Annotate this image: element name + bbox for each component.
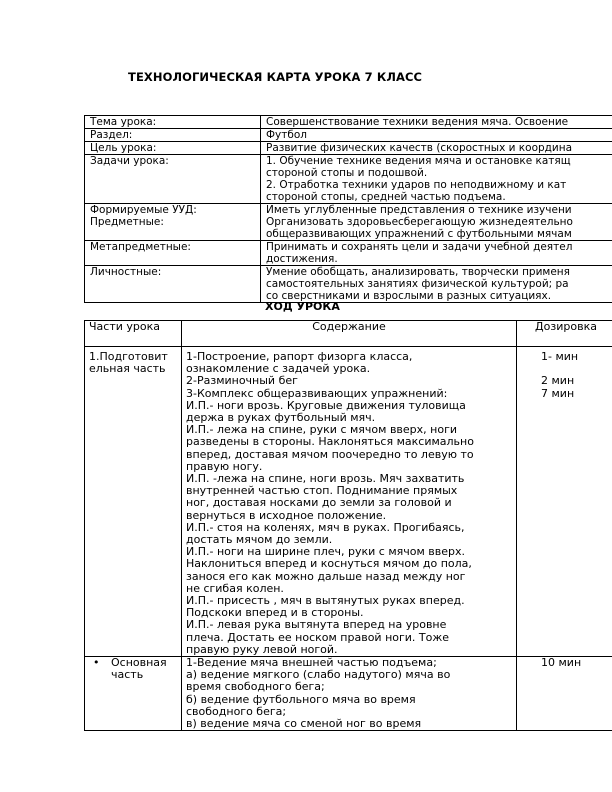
text-line: И.П.- ноги на ширине плеч, руки с мячом вверх. [186,545,466,559]
info-row [85,142,612,155]
text-line: разведены в стороны. Наклоняться максимально [186,435,474,449]
lesson-part-cell [85,657,182,731]
info-label: Личностные: [90,266,162,278]
info-label-cell [85,266,261,303]
info-value-cell [261,116,612,129]
text-line: свободного бега; [186,704,287,718]
info-row [85,204,612,241]
text-line: 1-Ведение мяча внешней частью подъема; [186,656,437,670]
text-line: не сгибая колен. [186,581,284,595]
text-line: Наклониться вперед и коснуться мячом до пола, [186,557,472,571]
text-line: ельная часть [89,362,166,376]
info-label: Раздел: [90,129,133,141]
text-line: Совершенствование техники ведения мяча. Освоение [266,116,569,128]
text-line: 2. Отработка техники ударов по неподвижному и кат [266,179,567,191]
info-label-cell [85,155,261,204]
text-line: И.П.- стоя на коленях, мяч в руках. Прогибаясь, [186,520,465,534]
text-line: 2-Разминочный бег [186,374,298,388]
text-line: Основная [111,656,167,670]
text-line: И.П.- ноги врозь. Круговые движения туловища [186,398,466,412]
info-value-cell [261,155,612,204]
info-value-cell [261,129,612,142]
info-row [85,241,612,266]
text-line: стороной стопы и подошвой. [266,167,428,179]
info-row [85,116,612,129]
text-line: И.П.- левая рука вытянута вперед на уровне [186,618,447,632]
text-line: вперед, доставая мячом поочередно то левую то [186,447,474,461]
info-label-cell [85,204,261,241]
text-line: в) ведение мяча со сменой ног во время [186,717,422,731]
info-label: Тема урока: [90,116,157,128]
header-content: Содержание [182,321,517,347]
lesson-flow-table [84,320,612,731]
text-line: достижения. [266,253,338,265]
info-label-cell [85,129,261,142]
dose-line: 10 мин [541,656,582,670]
text-line: 1.Подготовит [89,350,168,363]
lesson-row [85,347,612,657]
text-line: И.П.- лежа на спине, руки с мячом вверх, ноги [186,423,458,437]
info-label: Предметные: [90,216,164,228]
text-line: Развитие физических качеств (скоростных и координа [266,142,573,154]
text-line: стороной стопы, средней частью подъема. [266,191,506,203]
info-label-cell [85,142,261,155]
info-value-cell [261,266,612,303]
info-label: Цель урока: [90,142,157,154]
text-line: Иметь углубленные представления о технике изучени [266,204,572,216]
info-row [85,155,612,204]
text-line: И.П.- присесть , мяч в вытянутых руках вперед. [186,594,465,608]
text-line: внутренней частью стоп. Поднимание прямых [186,484,458,498]
lesson-dose-cell [517,657,612,731]
text-line: занося его как можно дальше назад между ног [186,569,466,583]
dose-line: 1- мин [541,350,579,363]
text-line: а) ведение мягкого (слабо надутого) мяча во [186,668,451,682]
lesson-flow-heading: ХОД УРОКА [265,300,340,313]
info-label: Задачи урока: [90,155,169,167]
text-line: Футбол [266,129,307,141]
lesson-flow-header-row [85,321,612,347]
info-label: Метапредметные: [90,241,191,253]
lesson-dose-cell [517,347,612,657]
text-line: держа в руках футбольный мяч. [186,411,376,425]
lesson-content-cell [182,657,517,731]
text-line: плеча. Достать ее носком правой ноги. Тоже [186,630,450,644]
text-line: ознакомление с задачей урока. [186,362,371,376]
text-line: Умение обобщать, анализировать, творчески применя [266,266,570,278]
header-dose: Дозировка [517,321,612,347]
text-line: достать мячом до земли. [186,533,333,547]
text-line: б) ведение футбольного мяча во время [186,692,416,706]
text-line: 3-Комплекс общеразвивающих упражнений: [186,386,448,400]
text-line: Принимать и сохранять цели и задачи учебной деятел [266,241,573,253]
text-line: правую ногу. [186,459,263,473]
lesson-part-cell [85,347,182,657]
text-line: ног, доставая носками до земли за головой и [186,496,452,510]
document-title: ТЕХНОЛОГИЧЕСКАЯ КАРТА УРОКА 7 КЛАСС [128,70,423,84]
header-parts: Части урока [85,321,182,347]
info-label-cell [85,116,261,129]
info-row [85,129,612,142]
text-line: часть [111,668,144,682]
text-line: Организовать здоровьесберегающую жизнедеятельно [266,216,573,228]
text-line: общеразвивающих упражнений с футбольными мячам [266,228,572,240]
info-row [85,266,612,303]
bullet: • [93,656,100,670]
text-line: самостоятельных занятиях физической культурой; ра [266,278,569,290]
info-value-cell [261,204,612,241]
dose-line: 7 мин [541,386,575,400]
text-line: правую руку левой ногой. [186,642,338,656]
info-label: Формируемые УУД: [90,204,197,216]
lesson-content-cell [182,347,517,657]
text-line: 1. Обучение технике ведения мяча и остановке катящ [266,155,571,167]
text-line: Подскоки вперед и в стороны. [186,606,364,620]
info-value-cell [261,142,612,155]
info-label-cell [85,241,261,266]
text-line: 1-Построение, рапорт физорга класса, [186,350,413,363]
text-line: вернуться в исходное положение. [186,508,387,522]
text-line: И.П. -лежа на спине, ноги врозь. Мяч захватить [186,472,465,486]
text-line: со сверстниками и взрослыми в разных ситуациях. [266,290,552,302]
lesson-row [85,657,612,731]
dose-line: 2 мин [541,374,575,388]
text-line: время свободного бега; [186,680,325,694]
lesson-info-table [84,115,612,303]
info-value-cell [261,241,612,266]
